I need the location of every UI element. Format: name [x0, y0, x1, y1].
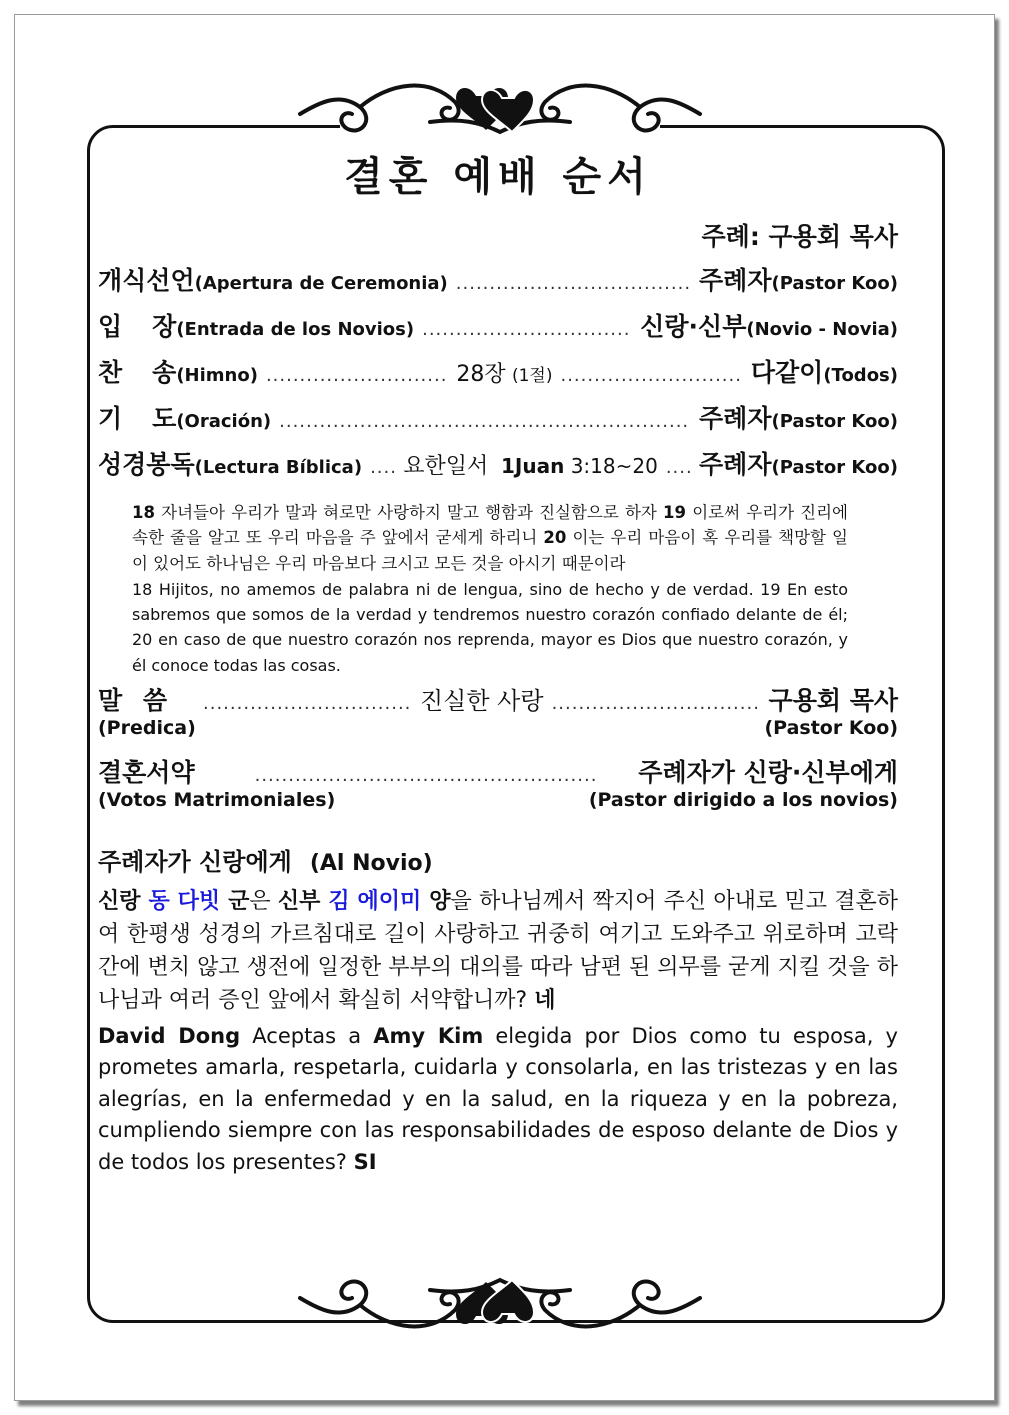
- vows-subline: [98, 788, 898, 828]
- verse-number: 18: [132, 579, 153, 599]
- vow-text: 을 하나님께서 짝지어 주신 아내로 믿고 결혼하여 한평생 성경의 가르침대로 길이 사랑하고 귀중히 여기고 도와주고 위로하며 고락간에 변치 않고 생전에 일정한 부부의 대의를 따라 남편 된 의무를 굳게 지킬 것을 하나님과 여러 증인 앞에서 확실히 서약합니까?: [98, 888, 898, 1013]
- item-label-es: (Entrada de los Novios): [176, 318, 415, 340]
- dot-leader: [279, 410, 691, 434]
- groom-vow-korean: [98, 885, 898, 1017]
- program-item-opening: [98, 264, 898, 310]
- item-label-ko: 결혼서약: [98, 758, 195, 788]
- item-leader-ko: 신랑·신부: [640, 311, 747, 341]
- item-label-es: (Apertura de Ceremonia): [194, 272, 448, 294]
- section-heading-es: (Al Novio): [309, 851, 433, 877]
- verse-text: Hijitos, no amemos de palabra ni de lengua, sino de hecho y de verdad.: [152, 579, 761, 599]
- program-item-reading: [98, 448, 898, 494]
- item-leader-es: (Pastor Koo): [764, 717, 898, 740]
- item-leader-ko: 주례자가 신랑·신부에게: [638, 758, 898, 788]
- scripture-passage: [132, 500, 848, 678]
- dot-leader: [203, 692, 412, 716]
- program-item-entrance: [98, 310, 898, 356]
- groom-name: 동 다빗: [148, 888, 221, 914]
- dot-leader: [422, 318, 632, 342]
- dot-leader: [370, 456, 395, 480]
- verse-number: 18: [132, 502, 155, 522]
- item-label-ko: 성경봉독: [98, 449, 195, 479]
- verse-text: 이로써 우리가 진리에 속한 줄을 알고 또 우리 마음을 주 앞에서 굳세게 하리니: [132, 502, 848, 548]
- verse-number: 20: [132, 630, 153, 650]
- verse-text: 이는 우리 마음이 혹 우리를 책망할 일이 있어도 하나님은 우리 마음보다 크시고 모든 것을 아시기 때문이라: [132, 528, 848, 574]
- vow-answer: 네: [534, 987, 556, 1013]
- vow-bride-title: 신부: [277, 888, 329, 914]
- dot-leader: [456, 272, 691, 296]
- groom-vow-spanish: [98, 1021, 898, 1179]
- scripture-korean: [132, 500, 848, 577]
- sermon-subline: [98, 716, 898, 756]
- vow-groom-title: 신랑: [98, 888, 149, 914]
- item-leader-es: (Novio - Novia): [746, 318, 898, 340]
- verse-number: 20: [543, 528, 567, 548]
- item-label-es: (Himno): [176, 364, 258, 386]
- scripture-spanish: [132, 577, 848, 678]
- vow-bride-suffix: 양: [421, 888, 451, 914]
- vow-answer: SI: [353, 1149, 377, 1174]
- verse-number: 19: [760, 579, 781, 599]
- dot-leader: [255, 764, 599, 788]
- item-label-ko: 기도: [98, 403, 177, 433]
- item-leader-ko: 다같이: [750, 357, 824, 387]
- section-heading-ko: 주례자가 신랑에게: [98, 848, 292, 877]
- groom-section-heading: [98, 846, 898, 879]
- officiant-line: 주례: 구용회 목사: [701, 222, 898, 251]
- item-label-es: (Votos Matrimoniales): [98, 789, 336, 812]
- reading-verse: 3:18~20: [570, 453, 658, 478]
- item-leader-ko: 주례자: [699, 449, 772, 479]
- verse-text: en caso de que nuestro corazón nos reprenda, mayor es Dios que nuestro corazón, y él conoce todas las cosas.: [132, 630, 848, 675]
- item-label-es: (Lectura Bíblica): [194, 456, 363, 478]
- dot-leader: [266, 364, 448, 388]
- bride-name-es: Amy Kim: [373, 1023, 484, 1048]
- heart-scroll-ornament-bottom: [280, 1240, 720, 1350]
- item-leader-es: (Pastor dirigido a los novios): [588, 789, 898, 812]
- vow-text: Aceptas a: [240, 1023, 374, 1048]
- program-item-hymn: [98, 356, 898, 402]
- item-leader-ko: 주례자: [699, 265, 772, 295]
- item-label-ko: 개식선언: [98, 265, 195, 295]
- item-leader-ko: 구용회 목사: [768, 686, 899, 716]
- vow-text: elegida por Dios como tu esposa, y prometes amarla, respetarla, cuidarla y consolarla, en las tristezas y en las alegrías, en la enfermedad y en la salud, en la riqueza y en la pobreza, cumpliendo siempre con las responsabilidades de esposo delante de Dios y de todos los presentes?: [98, 1023, 898, 1174]
- reading-book-es: 1Juan: [501, 453, 565, 478]
- page-title: 결혼 예배 순서: [344, 154, 652, 200]
- item-leader-ko: 주례자: [699, 403, 772, 433]
- item-label-ko: 말 씀: [98, 686, 174, 716]
- vow-particle: 은: [249, 888, 278, 914]
- dot-leader: [560, 364, 742, 388]
- verse-number: 19: [663, 502, 687, 522]
- item-label-ko: 입장: [98, 311, 177, 341]
- hymn-verse: (1절): [511, 365, 553, 386]
- dot-leader: [666, 456, 691, 480]
- item-leader-es: (Pastor Koo): [771, 410, 898, 432]
- ceremony-program: [98, 150, 898, 1178]
- vow-groom-suffix: 군: [220, 888, 250, 914]
- item-label-es: (Oración): [176, 410, 272, 432]
- item-leader-es: (Pastor Koo): [771, 272, 898, 294]
- groom-name-es: David Dong: [98, 1023, 241, 1048]
- bride-name: 김 에이미: [328, 888, 422, 914]
- item-label-ko: 찬송: [98, 357, 177, 387]
- program-item-prayer: [98, 402, 898, 448]
- item-leader-es: (Pastor Koo): [771, 456, 898, 478]
- dot-leader: [552, 692, 761, 716]
- reading-book-ko: 요한일서: [403, 453, 489, 479]
- verse-text: 자녀들아 우리가 말과 혀로만 사랑하지 말고 행함과 진실함으로 하자: [154, 502, 664, 522]
- item-leader-es: (Todos): [823, 364, 898, 386]
- hymn-number: 28장: [456, 361, 506, 387]
- sermon-title: 진실한 사랑: [420, 687, 544, 716]
- item-label-es: (Predica): [98, 717, 196, 740]
- verse-text: En esto sabremos que somos de la verdad y tendremos nuestro corazón confiado delante de él;: [132, 579, 848, 625]
